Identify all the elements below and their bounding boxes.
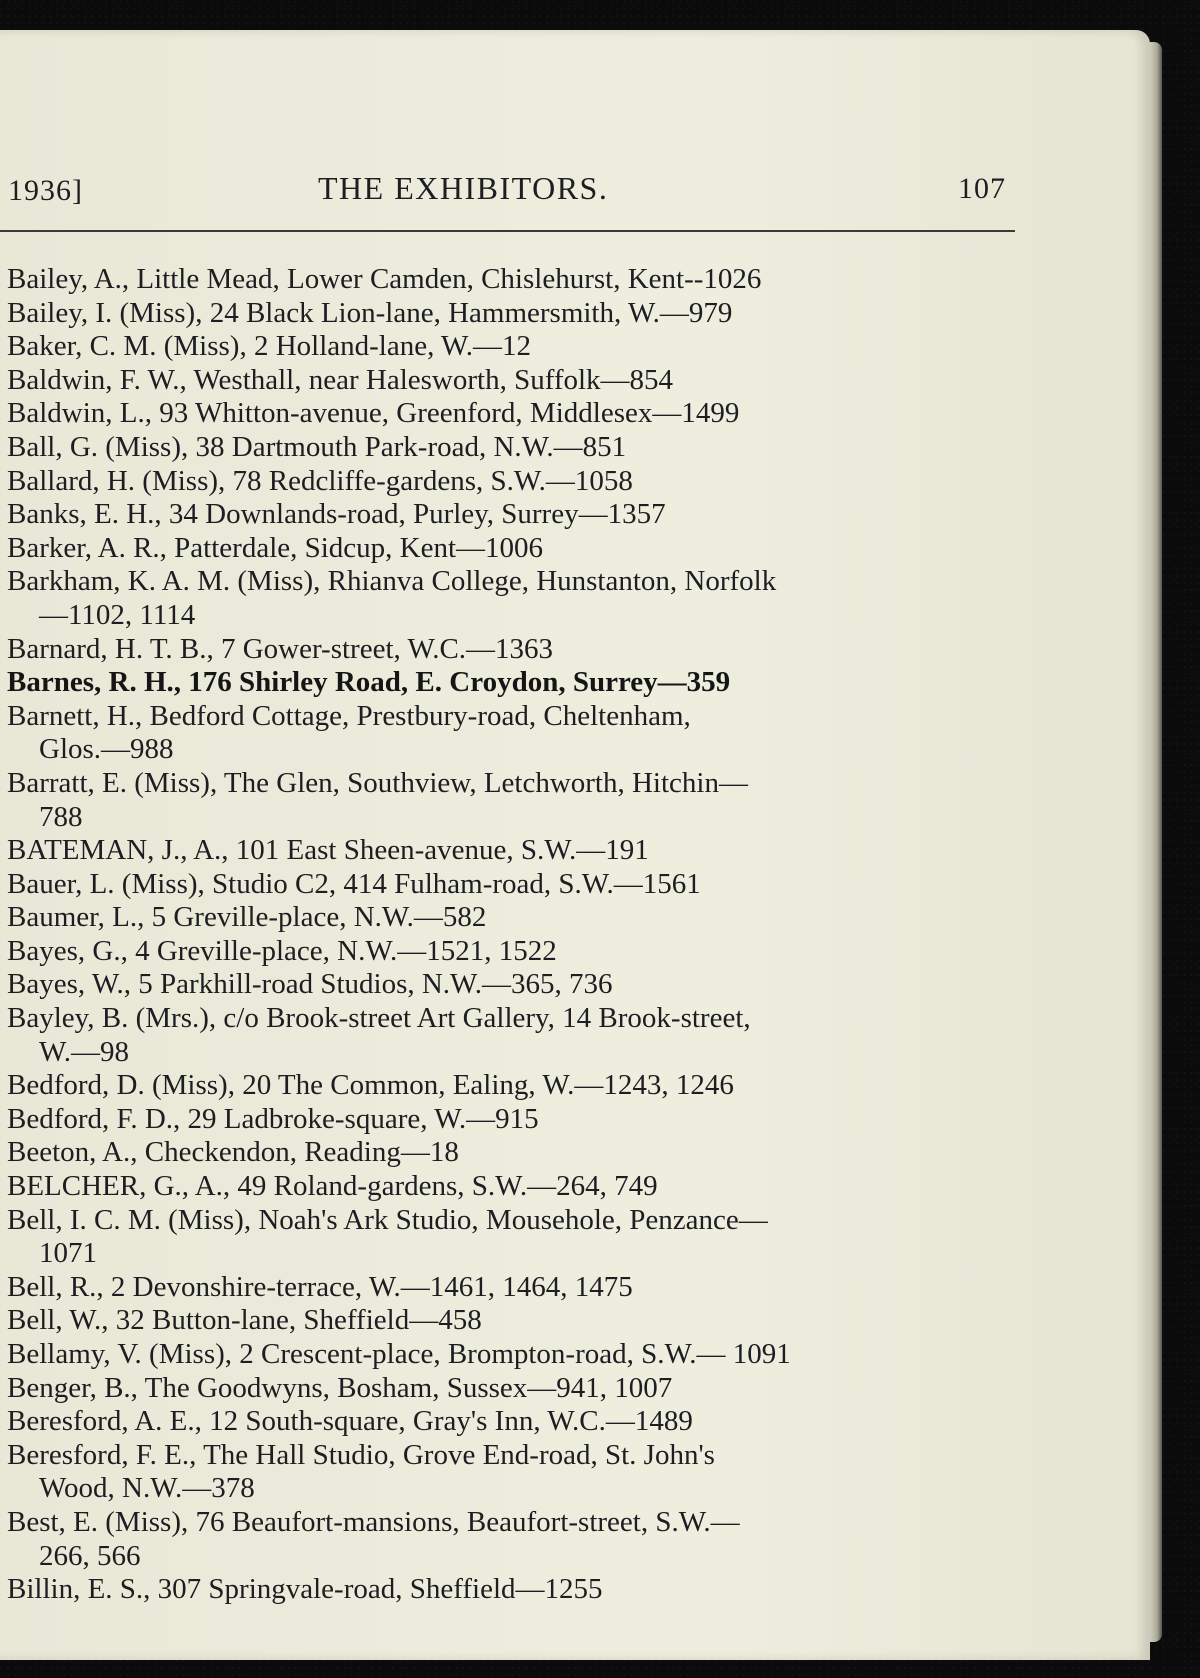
entry-text: Ballard, H. (Miss), 78 Redcliffe-gardens, S.W.—1058 <box>7 464 633 497</box>
list-item <box>7 1170 1022 1204</box>
list-item <box>7 330 1022 364</box>
entry-continuation: W.—98 <box>39 1035 129 1068</box>
book-page <box>0 30 1150 1660</box>
list-item <box>7 666 1022 700</box>
header-rule <box>0 230 1015 232</box>
entry-text: Baldwin, L., 93 Whitton-avenue, Greenford, Middlesex—1499 <box>7 397 740 430</box>
list-item <box>7 431 1022 465</box>
list-item <box>7 968 1022 1002</box>
list-item <box>7 1002 1022 1069</box>
entry-text: Beeton, A., Checkendon, Reading—18 <box>7 1136 459 1169</box>
entry-text: Bauer, L. (Miss), Studio C2, 414 Fulham-road, S.W.—1561 <box>7 867 701 900</box>
entry-continuation: 266, 566 <box>39 1539 141 1572</box>
entry-continuation: 1071 <box>39 1237 97 1270</box>
entry-text: Beresford, A. E., 12 South-square, Gray's Inn, W.C.—1489 <box>7 1405 693 1438</box>
list-item <box>7 1439 1022 1506</box>
running-header <box>0 130 1015 207</box>
entry-text: Barkham, K. A. M. (Miss), Rhianva College, Hunstanton, Norfolk <box>7 565 777 598</box>
list-item <box>7 532 1022 566</box>
entry-text: Baumer, L., 5 Greville-place, N.W.—582 <box>7 901 487 934</box>
entry-text: Bellamy, V. (Miss), 2 Crescent-place, Brompton-road, S.W.— 1091 <box>7 1338 791 1370</box>
entry-text: Ball, G. (Miss), 38 Dartmouth Park-road, N.W.—851 <box>7 430 627 463</box>
exhibitor-list <box>7 263 1022 1607</box>
list-item <box>7 1506 1022 1573</box>
entry-text: Beresford, F. E., The Hall Studio, Grove End-road, St. John's <box>7 1438 715 1471</box>
entry-continuation: Wood, N.W.—378 <box>39 1472 255 1505</box>
entry-text: Bedford, F. D., 29 Ladbroke-square, W.—915 <box>7 1102 539 1135</box>
list-item <box>7 633 1022 667</box>
entry-text: BELCHER, G., A., 49 Roland-gardens, S.W.—264, 749 <box>7 1170 658 1203</box>
entry-continuation: Glos.—988 <box>39 733 174 766</box>
entry-continuation: —1102, 1114 <box>39 598 196 631</box>
page-title: THE EXHIBITORS. <box>318 170 609 206</box>
list-item <box>7 364 1022 398</box>
list-item <box>7 834 1022 868</box>
entry-continuation: 788 <box>39 800 83 833</box>
entry-text: Bayley, B. (Mrs.), c/o Brook-street Art Gallery, 14 Brook-street, <box>7 1002 751 1035</box>
list-item <box>7 1204 1022 1271</box>
list-item <box>7 1103 1022 1137</box>
list-item <box>7 1405 1022 1439</box>
page-edge <box>1150 42 1162 1642</box>
list-item <box>7 868 1022 902</box>
entry-text: Baker, C. M. (Miss), 2 Holland-lane, W.—12 <box>7 330 532 363</box>
list-item <box>7 1573 1022 1607</box>
entry-text: Bayes, W., 5 Parkhill-road Studios, N.W.—365, 736 <box>7 968 613 1001</box>
list-item <box>7 700 1022 767</box>
list-item <box>7 498 1022 532</box>
list-item <box>7 1271 1022 1305</box>
entry-text: Baldwin, F. W., Westhall, near Halesworth, Suffolk—854 <box>7 363 674 396</box>
entry-text: Barnard, H. T. B., 7 Gower-street, W.C.—1363 <box>7 632 554 665</box>
list-item <box>7 1304 1022 1338</box>
header-year: 1936] <box>8 174 83 207</box>
entry-text: Barratt, E. (Miss), The Glen, Southview, Letchworth, Hitchin— <box>7 766 748 799</box>
entry-text: Benger, B., The Goodwyns, Bosham, Sussex—941, 1007 <box>7 1371 673 1404</box>
page-number: 107 <box>958 172 1006 205</box>
entry-text: Bedford, D. (Miss), 20 The Common, Ealing, W.—1243, 1246 <box>7 1069 734 1102</box>
entry-text: Bayes, G., 4 Greville-place, N.W.—1521, 1522 <box>7 934 557 967</box>
entry-text: Banks, E. H., 34 Downlands-road, Purley, Surrey—1357 <box>7 498 666 531</box>
list-item <box>7 1338 1022 1372</box>
entry-text: Bailey, I. (Miss), 24 Black Lion-lane, Hammersmith, W.—979 <box>7 296 733 329</box>
entry-text: Best, E. (Miss), 76 Beaufort-mansions, Beaufort-street, S.W.— <box>7 1505 740 1538</box>
entry-text: Bell, I. C. M. (Miss), Noah's Ark Studio, Mousehole, Penzance— <box>7 1203 768 1236</box>
list-item <box>7 263 1022 297</box>
list-item <box>7 901 1022 935</box>
entry-text: Bell, W., 32 Button-lane, Sheffield—458 <box>7 1304 482 1337</box>
entry-text: Barnes, R. H., 176 Shirley Road, E. Croydon, Surrey—359 <box>7 666 731 699</box>
list-item <box>7 565 1022 632</box>
list-item <box>7 297 1022 331</box>
list-item <box>7 767 1022 834</box>
entry-text: Bell, R., 2 Devonshire-terrace, W.—1461, 1464, 1475 <box>7 1270 633 1303</box>
list-item <box>7 1069 1022 1103</box>
entry-text: Barker, A. R., Patterdale, Sidcup, Kent—1006 <box>7 531 544 564</box>
list-item <box>7 935 1022 969</box>
list-item <box>7 1136 1022 1170</box>
entry-text: Bailey, A., Little Mead, Lower Camden, Chislehurst, Kent--1026 <box>7 263 762 295</box>
list-item <box>7 465 1022 499</box>
list-item <box>7 397 1022 431</box>
entry-text: Billin, E. S., 307 Springvale-road, Sheffield—1255 <box>7 1573 603 1606</box>
entry-text: Barnett, H., Bedford Cottage, Prestbury-road, Cheltenham, <box>7 699 691 732</box>
entry-text: BATEMAN, J., A., 101 East Sheen-avenue, S.W.—191 <box>7 834 649 867</box>
list-item <box>7 1372 1022 1406</box>
